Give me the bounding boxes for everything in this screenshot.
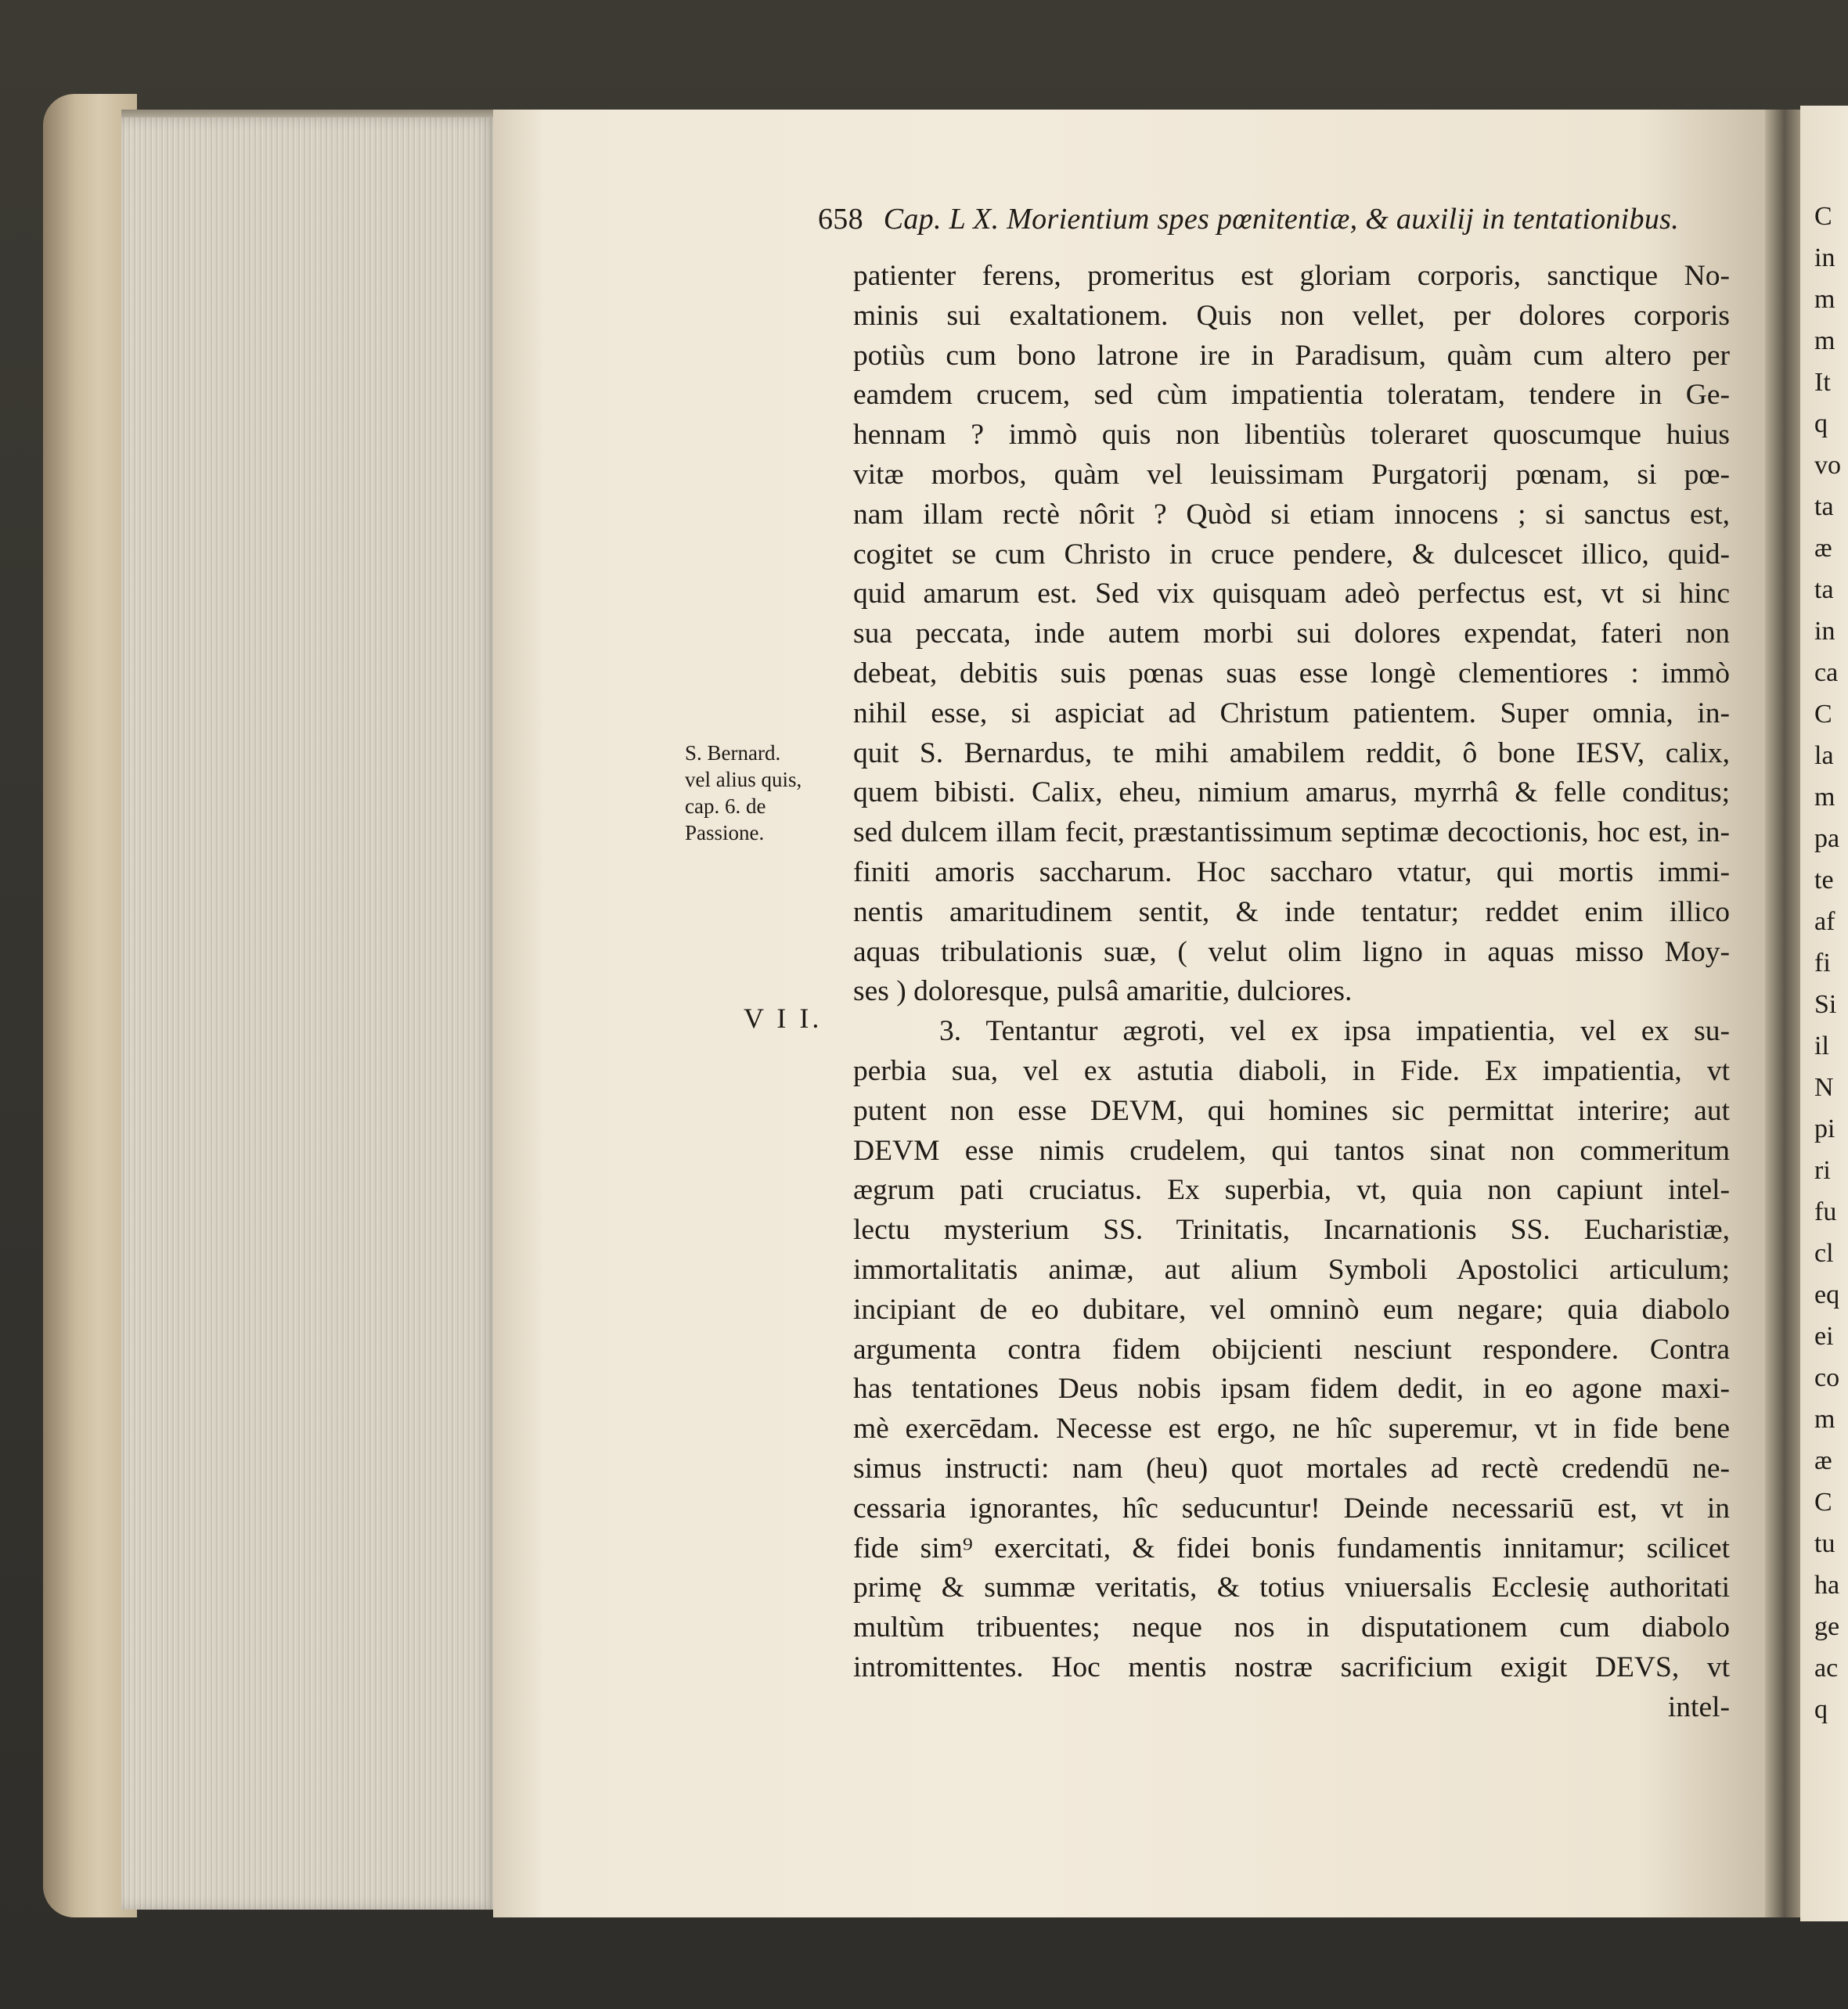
- text-line: intromittentes. Hoc mentis nostræ sacrificium exigit DEVS, vt: [853, 1651, 1730, 1683]
- facing-page-fragment: eq: [1814, 1280, 1840, 1309]
- text-line: ægrum pati cruciatus. Ex superbia, vt, quia non capiunt intel-: [853, 1174, 1730, 1207]
- text-line: quem bibisti. Calix, eheu, nimium amarus, myrrhâ & felle conditus;: [853, 776, 1730, 809]
- text-line: nam illam rectè nôrit ? Quòd si etiam innocens ; si sanctus est,: [853, 498, 1730, 531]
- facing-page-fragment: C: [1814, 700, 1832, 729]
- page-number: 658: [818, 203, 863, 236]
- facing-page-fragment: It: [1814, 368, 1831, 397]
- facing-page-fragment: af: [1814, 907, 1835, 936]
- text-line: finiti amoris saccharum. Hoc saccharo vtatur, qui mortis immi-: [853, 855, 1730, 888]
- text-line: argumenta contra fidem obijcienti nesciunt respondere. Contra: [853, 1333, 1730, 1366]
- book-gutter: [1765, 110, 1800, 1917]
- marginal-note-line: S. Bernard.: [685, 741, 781, 765]
- facing-page-text: [1814, 196, 1848, 1730]
- text-line: sua peccata, inde autem morbi sui dolores expendat, fateri non: [853, 617, 1730, 650]
- facing-page-fragment: C: [1814, 1488, 1832, 1517]
- facing-page-fragment: ri: [1814, 1156, 1831, 1185]
- facing-page-fragment: il: [1814, 1032, 1829, 1060]
- facing-page-fragment: co: [1814, 1363, 1840, 1392]
- facing-page-fragment: q: [1814, 409, 1828, 438]
- facing-page-fragment: m: [1814, 1405, 1835, 1434]
- facing-page-fragment: ta: [1814, 492, 1834, 521]
- facing-page-fragment: q: [1814, 1695, 1828, 1724]
- text-line: multùm tribuentes; neque nos in disputationem cum diabolo: [853, 1611, 1730, 1644]
- text-line: potiùs cum bono latrone ire in Paradisum, quàm cum altero per: [853, 339, 1730, 372]
- facing-page-fragment: vo: [1814, 451, 1841, 480]
- text-line: quid amarum est. Sed vix quisquam adeò perfectus est, vt si hinc: [853, 578, 1730, 610]
- text-line: sed dulcem illam fecit, præstantissimum septimæ decoctionis, hoc est, in-: [853, 816, 1730, 849]
- text-line: vitæ morbos, quàm vel leuissimam Purgatorij pœnam, si pœ-: [853, 458, 1730, 491]
- text-line: aquas tribulationis suæ, ( velut olim ligno in aquas misso Moy-: [853, 935, 1730, 968]
- text-line: debeat, debitis suis pœnas suas esse longè clementiores : immò: [853, 657, 1730, 689]
- text-line: nihil esse, si aspiciat ad Christum patientem. Super omnia, in-: [853, 697, 1730, 729]
- facing-page-fragment: ac: [1814, 1654, 1839, 1683]
- marginal-note-line: Passione.: [685, 821, 765, 844]
- facing-page-fragment: m: [1814, 285, 1835, 314]
- facing-page-fragment: ca: [1814, 658, 1839, 687]
- facing-page-fragment: fu: [1814, 1197, 1837, 1226]
- text-line: patienter ferens, promeritus est gloriam corporis, sanctique No-: [853, 260, 1730, 292]
- marginal-note-line: vel alius quis,: [685, 768, 802, 791]
- text-line: cessaria ignorantes, hîc seducuntur! Deinde necessariū est, vt in: [853, 1492, 1730, 1525]
- facing-page-fragment: ha: [1814, 1571, 1840, 1600]
- section-number: V I I.: [744, 1003, 823, 1034]
- text-line: lectu mysterium SS. Trinitatis, Incarnationis SS. Eucharistiæ,: [853, 1214, 1730, 1247]
- text-line: simus instructi: nam (heu) quot mortales ad rectè credendū ne-: [853, 1452, 1730, 1485]
- text-line: primę & summæ veritatis, & totius vniuersalis Ecclesię authoritati: [853, 1572, 1730, 1604]
- text-line: DEVM esse nimis crudelem, qui tantos sinat non commeritum: [853, 1134, 1730, 1167]
- facing-page-fragment: ge: [1814, 1612, 1840, 1641]
- facing-page-fragment: N: [1814, 1073, 1834, 1102]
- catchword: intel-: [1667, 1690, 1730, 1723]
- text-line: nentis amaritudinem sentit, & inde tentatur; reddet enim illico: [853, 895, 1730, 928]
- facing-page-fragment: in: [1814, 243, 1835, 272]
- text-line: mè exercēdam. Necesse est ergo, ne hîc superemur, vt in fide bene: [853, 1413, 1730, 1446]
- text-line: perbia sua, vel ex astutia diaboli, in Fide. Ex impatientia, vt: [853, 1054, 1730, 1087]
- marginal-note: [685, 740, 841, 846]
- text-line: has tentationes Deus nobis ipsam fidem dedit, in eo agone maxi-: [853, 1373, 1730, 1406]
- text-line: quit S. Bernardus, te mihi amabilem reddit, ô bone IESV, calix,: [853, 736, 1730, 769]
- text-line: incipiant de eo dubitare, vel omninò eum negare; quia diabolo: [853, 1293, 1730, 1326]
- facing-page-fragment: C: [1814, 202, 1832, 231]
- facing-page-fragment: m: [1814, 783, 1835, 812]
- facing-page-fragment: la: [1814, 741, 1834, 770]
- facing-page-fragment: tu: [1814, 1529, 1835, 1558]
- facing-page-fragment: ta: [1814, 575, 1834, 604]
- text-line: minis sui exaltationem. Quis non vellet, per dolores corporis: [853, 299, 1730, 332]
- text-line: fide sim⁹ exercitati, & fidei bonis fundamentis innitamur; scilicet: [853, 1532, 1730, 1564]
- facing-page-fragment: in: [1814, 617, 1835, 646]
- running-head: [818, 202, 1734, 236]
- text-line: eamdem crucem, sed cùm impatientia toleratam, tendere in Ge-: [853, 379, 1730, 412]
- facing-page-fragment: pi: [1814, 1114, 1835, 1143]
- facing-page-fragment: m: [1814, 326, 1835, 355]
- facing-page-fragment: cl: [1814, 1239, 1834, 1268]
- running-head-title: Cap. L X. Morientium spes pœnitentiæ, & auxilij in tentationibus.: [883, 203, 1680, 236]
- body-text: [853, 257, 1730, 1727]
- text-line: cogitet se cum Christo in cruce pendere, & dulcescet illico, quid-: [853, 538, 1730, 571]
- text-line: ses ) doloresque, pulsâ amaritie, dulciores.: [853, 975, 1353, 1008]
- facing-page-fragment: fi: [1814, 949, 1831, 977]
- text-line: putent non esse DEVM, qui homines sic permittat interire; aut: [853, 1094, 1730, 1127]
- facing-page-fragment: ei: [1814, 1322, 1834, 1351]
- text-line: 3. Tentantur ægroti, vel ex ipsa impatientia, vel ex su-: [939, 1015, 1730, 1048]
- facing-page-fragment: æ: [1814, 1446, 1832, 1475]
- facing-page-fragment: te: [1814, 866, 1834, 895]
- marginal-note-line: cap. 6. de: [685, 794, 766, 818]
- facing-page-fragment: Si: [1814, 990, 1837, 1019]
- facing-page-fragment: æ: [1814, 534, 1832, 563]
- text-line: immortalitatis animæ, aut alium Symboli Apostolici articulum;: [853, 1253, 1730, 1286]
- page-block-edges: [121, 117, 497, 1910]
- facing-page-fragment: pa: [1814, 824, 1840, 853]
- text-line: hennam ? immò quis non libentiùs toleraret quoscumque huius: [853, 419, 1730, 452]
